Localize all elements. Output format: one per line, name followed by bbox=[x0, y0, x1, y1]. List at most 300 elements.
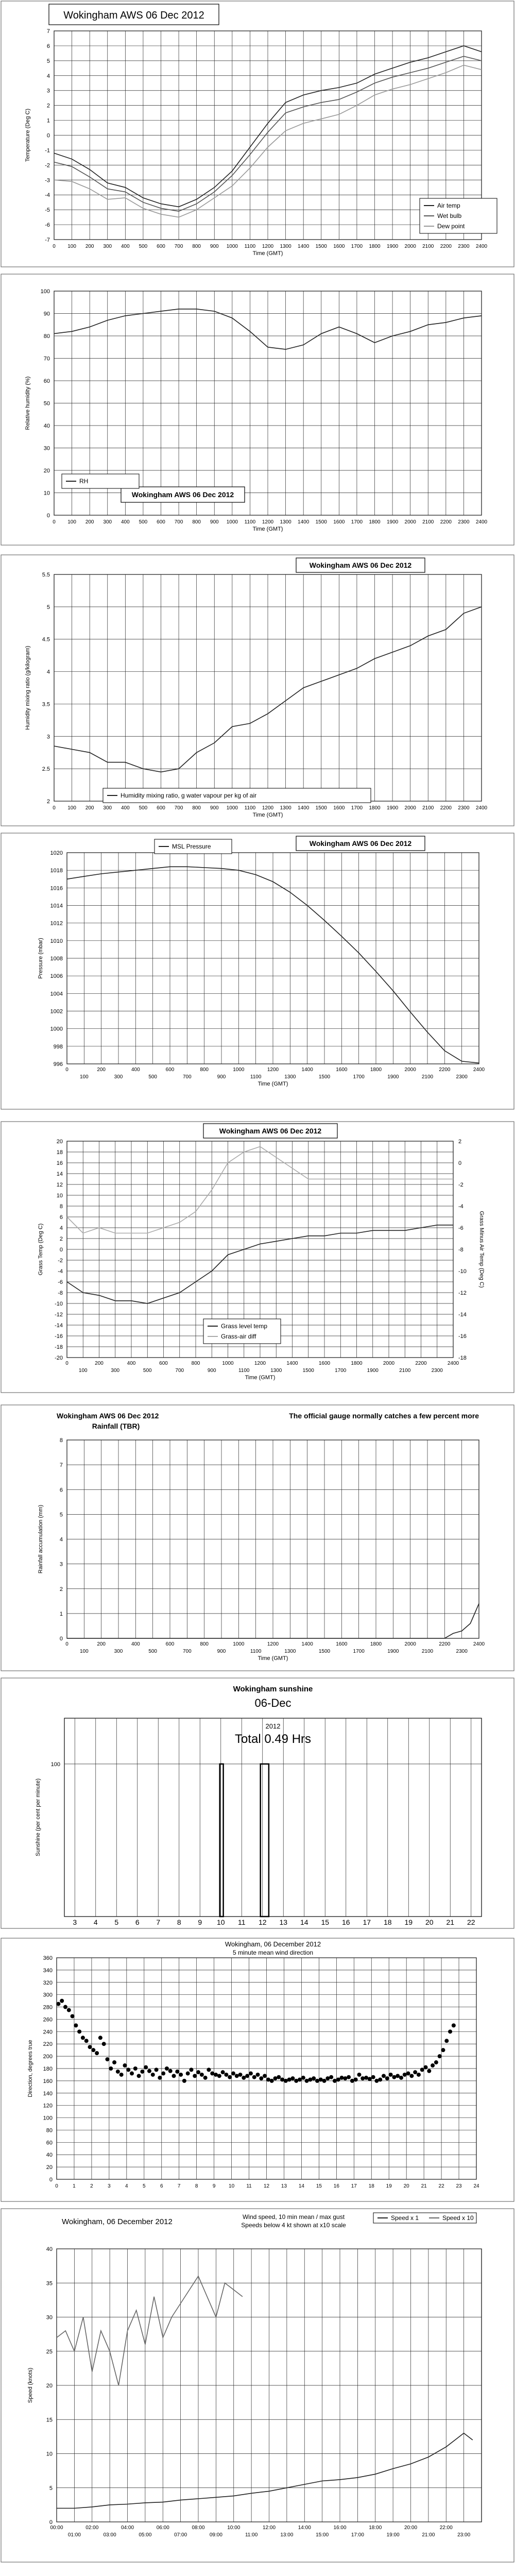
data-point bbox=[147, 2069, 151, 2073]
rainfall-chart bbox=[0, 1404, 515, 1672]
y-tick-label: 16 bbox=[56, 1160, 63, 1166]
x-tick-label: 11:00 bbox=[245, 2532, 258, 2538]
x-tick-label: 5 bbox=[143, 2183, 146, 2189]
data-point bbox=[137, 2074, 141, 2078]
y-tick-label: 0 bbox=[59, 1247, 63, 1253]
x-tick-label: 1 bbox=[73, 2183, 76, 2189]
x-tick-label: 16 bbox=[333, 2183, 339, 2189]
y-tick-label: 20 bbox=[46, 2383, 53, 2389]
y-axis-label: Pressure (mbar) bbox=[38, 938, 44, 979]
x-tick-label: 900 bbox=[217, 1649, 226, 1654]
y-tick-label: -12 bbox=[55, 1312, 63, 1318]
x-tick-label: 500 bbox=[139, 805, 148, 811]
x-tick-label: 1300 bbox=[284, 1649, 296, 1654]
x-tick-label: 2300 bbox=[458, 805, 470, 811]
data-point bbox=[294, 2079, 298, 2083]
x-tick-label: 1300 bbox=[280, 805, 291, 811]
data-point bbox=[235, 2074, 239, 2078]
x-axis-label: Time (GMT) bbox=[258, 1655, 288, 1662]
data-point bbox=[91, 2048, 95, 2052]
data-point bbox=[102, 2042, 106, 2046]
y-tick-label: 30 bbox=[43, 445, 50, 452]
x-tick-label: 900 bbox=[207, 1368, 216, 1374]
x-tick-label: 1600 bbox=[333, 519, 345, 525]
x-tick-label: 600 bbox=[157, 244, 165, 249]
x-tick-label: 13:00 bbox=[280, 2532, 294, 2538]
data-point bbox=[172, 2074, 176, 2078]
x-tick-label: 18 bbox=[368, 2183, 374, 2189]
y-tick-label: 0 bbox=[46, 132, 50, 139]
y-tick-label: 1 bbox=[46, 117, 50, 124]
data-point bbox=[357, 2073, 361, 2077]
x-tick-label: 2400 bbox=[473, 1641, 485, 1647]
x-tick-label: 2000 bbox=[404, 244, 416, 249]
y-tick-label: 4.5 bbox=[42, 636, 50, 643]
data-point bbox=[88, 2045, 92, 2049]
x-tick-label: 900 bbox=[217, 1074, 226, 1080]
y-tick-label: 1 bbox=[59, 1611, 63, 1617]
x-tick-label: 04:00 bbox=[121, 2525, 134, 2531]
x-tick-label: 1300 bbox=[270, 1368, 282, 1374]
x-tick-label: 10 bbox=[229, 2183, 235, 2189]
x-tick-label: 800 bbox=[192, 519, 201, 525]
chart-title: Wokingham, 06 December 2012 bbox=[225, 1940, 321, 1948]
y-right-tick-label: -4 bbox=[458, 1204, 464, 1210]
y-tick-label: 3.5 bbox=[42, 701, 50, 708]
y-tick-label: 6 bbox=[59, 1487, 63, 1494]
x-axis-label: Time (GMT) bbox=[252, 250, 283, 257]
x-tick-label: 0 bbox=[65, 1361, 68, 1366]
x-tick-label: 24 bbox=[473, 2183, 479, 2189]
data-point bbox=[333, 2079, 337, 2083]
x-tick-label: 1900 bbox=[367, 1368, 379, 1374]
x-tick-label: 400 bbox=[131, 1641, 140, 1647]
x-tick-label: 2300 bbox=[458, 244, 470, 249]
y-tick-label: 4 bbox=[59, 1225, 63, 1231]
data-point bbox=[228, 2075, 232, 2079]
x-tick-label: 600 bbox=[157, 805, 165, 811]
data-point bbox=[242, 2076, 246, 2080]
x-tick-label: 100 bbox=[67, 519, 76, 525]
x-tick-label: 700 bbox=[174, 805, 183, 811]
data-point bbox=[116, 2070, 120, 2074]
y-tick-label: 100 bbox=[43, 2115, 53, 2122]
y-tick-label: 1000 bbox=[50, 1026, 63, 1032]
data-point bbox=[84, 2039, 89, 2043]
y-axis-label: Humidity mixing ratio (g/kilogram) bbox=[25, 646, 31, 730]
x-tick-label: 800 bbox=[191, 1361, 200, 1366]
y-tick-label: -4 bbox=[45, 192, 50, 199]
y-tick-label: -2 bbox=[45, 162, 50, 169]
x-tick-label: 1800 bbox=[370, 1641, 382, 1647]
data-point bbox=[67, 2008, 71, 2012]
x-tick-label: 200 bbox=[95, 1361, 104, 1366]
x-tick-label: 4 bbox=[125, 2183, 128, 2189]
y-right-tick-label: -18 bbox=[458, 1355, 467, 1361]
y-tick-label: 360 bbox=[43, 1955, 53, 1961]
y-tick-label: 0 bbox=[49, 2519, 53, 2526]
x-tick-label: 1500 bbox=[302, 1368, 314, 1374]
y-tick-label: 90 bbox=[43, 311, 50, 317]
x-tick-label: 1800 bbox=[351, 1361, 363, 1366]
x-tick-label: 7 bbox=[177, 2183, 181, 2189]
legend-label: Speed x 10 bbox=[442, 2214, 474, 2222]
y-tick-label: -8 bbox=[58, 1290, 63, 1296]
y-axis-label: Rainfall accumulation (mm) bbox=[38, 1504, 44, 1574]
x-tick-label: 300 bbox=[103, 519, 112, 525]
x-tick-label: 1600 bbox=[333, 244, 345, 249]
legend-label: Speed x 1 bbox=[391, 2214, 419, 2222]
x-tick-label: 07:00 bbox=[174, 2532, 187, 2538]
x-tick-label: 0 bbox=[55, 2183, 58, 2189]
data-point bbox=[312, 2076, 316, 2080]
x-tick-label: 300 bbox=[114, 1649, 123, 1654]
data-point bbox=[290, 2076, 295, 2080]
y-tick-label: 1016 bbox=[50, 885, 63, 892]
data-point bbox=[427, 2069, 431, 2073]
y-tick-label: 2 bbox=[59, 1586, 63, 1592]
y-tick-label: 5.5 bbox=[42, 572, 50, 578]
y-tick-label: 4 bbox=[59, 1536, 63, 1543]
x-tick-label: 1000 bbox=[233, 1641, 245, 1647]
y-axis-label: Relative humidity (%) bbox=[25, 376, 31, 430]
y-right-tick-label: -6 bbox=[458, 1225, 464, 1231]
data-point bbox=[301, 2076, 305, 2080]
y-axis-label: Sunshine (per cent per minute) bbox=[35, 1778, 41, 1857]
y-tick-label: 1006 bbox=[50, 973, 63, 980]
x-tick-label: 2400 bbox=[447, 1361, 459, 1366]
x-tick-label: 5 bbox=[114, 1918, 119, 1926]
data-point bbox=[277, 2075, 281, 2079]
data-point bbox=[452, 2023, 456, 2027]
data-point bbox=[343, 2076, 347, 2080]
x-tick-label: 23 bbox=[456, 2183, 462, 2189]
x-tick-label: 15 bbox=[321, 1918, 330, 1926]
y-tick-label: -16 bbox=[55, 1333, 63, 1340]
data-point bbox=[186, 2072, 190, 2076]
x-tick-label: 500 bbox=[148, 1074, 158, 1080]
y-tick-label: 0 bbox=[49, 2177, 53, 2183]
y-tick-label: 280 bbox=[43, 2004, 53, 2011]
x-tick-label: 2400 bbox=[473, 1067, 485, 1073]
x-tick-label: 1600 bbox=[336, 1067, 348, 1073]
x-tick-label: 1000 bbox=[226, 805, 238, 811]
x-tick-label: 16 bbox=[341, 1918, 350, 1926]
wind-direction-chart bbox=[0, 1937, 515, 2202]
x-tick-label: 800 bbox=[200, 1641, 209, 1647]
data-point bbox=[252, 2075, 256, 2079]
x-tick-label: 06:00 bbox=[156, 2525, 169, 2531]
x-tick-label: 19:00 bbox=[386, 2532, 400, 2538]
x-tick-label: 100 bbox=[67, 244, 76, 249]
y-tick-label: -3 bbox=[45, 177, 50, 184]
x-tick-label: 1100 bbox=[244, 519, 256, 525]
y-tick-label: 1010 bbox=[50, 938, 63, 944]
x-tick-label: 1700 bbox=[353, 1074, 365, 1080]
data-point bbox=[389, 2073, 393, 2077]
y-tick-label: 5 bbox=[59, 1512, 63, 1518]
data-point bbox=[396, 2074, 400, 2078]
x-tick-label: 2000 bbox=[404, 805, 416, 811]
x-tick-label: 11 bbox=[246, 2183, 252, 2189]
y-axis-label: Speed (knots) bbox=[27, 2367, 33, 2403]
data-point bbox=[144, 2065, 148, 2070]
data-point bbox=[413, 2070, 417, 2074]
y-axis-label: Grass Temp (Deg C) bbox=[38, 1223, 44, 1276]
x-tick-label: 1600 bbox=[318, 1361, 331, 1366]
x-tick-label: 17 bbox=[363, 1918, 371, 1926]
data-point bbox=[224, 2073, 228, 2077]
year-label: 2012 bbox=[265, 1722, 281, 1730]
data-point bbox=[417, 2073, 421, 2077]
x-tick-label: 1500 bbox=[318, 1074, 331, 1080]
x-tick-label: 3 bbox=[73, 1918, 77, 1926]
y-tick-label: 2 bbox=[46, 799, 50, 805]
y-tick-label: -5 bbox=[45, 207, 50, 214]
chart-title: Wokingham AWS 06 Dec 2012 bbox=[131, 490, 234, 499]
x-tick-label: 09:00 bbox=[209, 2532, 222, 2538]
x-tick-label: 2400 bbox=[475, 519, 488, 525]
y-tick-label: 1004 bbox=[50, 991, 63, 997]
x-tick-label: 10:00 bbox=[227, 2525, 241, 2531]
x-tick-label: 2200 bbox=[439, 1641, 451, 1647]
y-tick-label: 7 bbox=[46, 28, 50, 35]
x-tick-label: 6 bbox=[160, 2183, 163, 2189]
x-tick-label: 2100 bbox=[421, 1649, 434, 1654]
data-point bbox=[354, 2078, 358, 2082]
y-tick-label: 4 bbox=[46, 669, 50, 675]
y-tick-label: 20 bbox=[46, 2164, 53, 2171]
x-tick-label: 900 bbox=[210, 805, 219, 811]
y-tick-label: 100 bbox=[40, 289, 50, 295]
y-tick-label: 8 bbox=[59, 1204, 63, 1210]
data-point bbox=[420, 2067, 424, 2072]
x-tick-label: 15:00 bbox=[316, 2532, 329, 2538]
data-point bbox=[179, 2073, 183, 2077]
x-tick-label: 0 bbox=[65, 1641, 68, 1647]
x-tick-label: 400 bbox=[121, 805, 130, 811]
data-point bbox=[81, 2036, 85, 2040]
x-tick-label: 22:00 bbox=[439, 2525, 453, 2531]
x-tick-label: 13 bbox=[281, 2183, 287, 2189]
x-tick-label: 21 bbox=[421, 2183, 427, 2189]
data-point bbox=[368, 2077, 372, 2081]
x-tick-label: 16:00 bbox=[333, 2525, 347, 2531]
data-point bbox=[270, 2079, 274, 2083]
data-point bbox=[284, 2079, 288, 2083]
x-tick-label: 2100 bbox=[422, 519, 434, 525]
data-point bbox=[364, 2076, 368, 2080]
data-point bbox=[158, 2076, 162, 2080]
x-tick-label: 01:00 bbox=[67, 2532, 81, 2538]
data-point bbox=[130, 2072, 134, 2076]
data-point bbox=[444, 2039, 449, 2043]
x-tick-label: 18 bbox=[383, 1918, 392, 1926]
chart-title: Wokingham AWS 06 Dec 2012 bbox=[309, 561, 412, 569]
x-tick-label: 1100 bbox=[250, 1074, 262, 1080]
x-tick-label: 1100 bbox=[244, 805, 256, 811]
x-tick-label: 600 bbox=[157, 519, 165, 525]
y-tick-label: 10 bbox=[56, 1193, 63, 1199]
data-point bbox=[360, 2076, 365, 2080]
data-point bbox=[119, 2073, 124, 2077]
x-tick-label: 3 bbox=[108, 2183, 111, 2189]
data-point bbox=[56, 2002, 60, 2006]
x-tick-label: 9 bbox=[212, 2183, 216, 2189]
y-right-tick-label: 0 bbox=[458, 1160, 462, 1166]
data-point bbox=[71, 2014, 75, 2018]
data-point bbox=[448, 2029, 452, 2033]
data-point bbox=[431, 2063, 435, 2067]
x-tick-label: 20:00 bbox=[404, 2525, 418, 2531]
x-tick-label: 0 bbox=[53, 805, 56, 811]
data-point bbox=[266, 2078, 270, 2082]
data-point bbox=[133, 2066, 138, 2071]
y-right-tick-label: 2 bbox=[458, 1139, 462, 1145]
x-tick-label: 1200 bbox=[254, 1361, 266, 1366]
y-tick-label: 100 bbox=[50, 1761, 60, 1768]
x-tick-label: 15 bbox=[316, 2183, 322, 2189]
x-tick-label: 1000 bbox=[226, 519, 238, 525]
x-tick-label: 2100 bbox=[422, 805, 434, 811]
y-tick-label: -6 bbox=[45, 222, 50, 229]
x-tick-label: 2100 bbox=[399, 1368, 411, 1374]
x-tick-label: 2400 bbox=[475, 805, 488, 811]
y-axis-label: Temperature (Deg C) bbox=[25, 108, 31, 162]
y-tick-label: 300 bbox=[43, 1992, 53, 1998]
y-right-tick-label: -2 bbox=[458, 1182, 464, 1188]
x-tick-label: 1700 bbox=[351, 805, 363, 811]
y-tick-label: 35 bbox=[46, 2280, 53, 2287]
x-tick-label: 1700 bbox=[335, 1368, 347, 1374]
chart-note: The official gauge normally catches a few percent more bbox=[289, 1412, 479, 1420]
y-tick-label: 1020 bbox=[50, 850, 63, 856]
y-tick-label: 6 bbox=[59, 1214, 63, 1221]
y-tick-label: 200 bbox=[43, 2054, 53, 2060]
y-tick-label: 10 bbox=[43, 490, 50, 497]
x-tick-label: 1300 bbox=[280, 244, 291, 249]
x-tick-label: 12:00 bbox=[262, 2525, 276, 2531]
y-tick-label: 3 bbox=[46, 734, 50, 740]
chart-title: Wokingham AWS 06 Dec 2012 bbox=[219, 1127, 322, 1135]
data-point bbox=[406, 2072, 410, 2076]
temperature-chart bbox=[0, 0, 515, 268]
x-tick-label: 1100 bbox=[238, 1368, 250, 1374]
x-axis-label: Time (GMT) bbox=[252, 812, 283, 818]
data-point bbox=[382, 2074, 386, 2078]
y-tick-label: 10 bbox=[46, 2451, 53, 2458]
x-tick-label: 2200 bbox=[440, 519, 452, 525]
pressure-chart bbox=[0, 832, 515, 1110]
data-point bbox=[168, 2069, 173, 2073]
y-tick-label: 996 bbox=[53, 1061, 63, 1067]
y-right-tick-label: -14 bbox=[458, 1312, 467, 1318]
y-tick-label: 1008 bbox=[50, 956, 63, 962]
y-tick-label: -10 bbox=[55, 1301, 63, 1307]
y-tick-label: 2 bbox=[59, 1236, 63, 1242]
x-tick-label: 1700 bbox=[353, 1649, 365, 1654]
data-point bbox=[63, 2005, 67, 2009]
x-tick-label: 500 bbox=[139, 244, 148, 249]
data-point bbox=[350, 2079, 354, 2083]
x-tick-label: 00:00 bbox=[50, 2525, 63, 2531]
x-tick-label: 7 bbox=[156, 1918, 161, 1926]
x-tick-label: 700 bbox=[182, 1074, 192, 1080]
y-tick-label: -18 bbox=[55, 1344, 63, 1350]
data-point bbox=[123, 2063, 127, 2067]
x-tick-label: 20 bbox=[403, 2183, 409, 2189]
x-tick-label: 1700 bbox=[351, 244, 363, 249]
data-point bbox=[374, 2079, 379, 2083]
data-point bbox=[434, 2060, 438, 2064]
data-point bbox=[305, 2079, 309, 2083]
x-tick-label: 1200 bbox=[267, 1641, 279, 1647]
data-point bbox=[182, 2079, 186, 2083]
x-tick-label: 1800 bbox=[370, 1067, 382, 1073]
x-tick-label: 800 bbox=[200, 1067, 209, 1073]
x-tick-label: 2000 bbox=[404, 519, 416, 525]
data-point bbox=[392, 2075, 396, 2079]
y-tick-label: -2 bbox=[58, 1258, 63, 1264]
data-point bbox=[399, 2076, 403, 2080]
x-tick-label: 200 bbox=[85, 519, 94, 525]
x-tick-label: 2300 bbox=[456, 1074, 468, 1080]
x-tick-label: 400 bbox=[121, 519, 130, 525]
x-tick-label: 23:00 bbox=[457, 2532, 471, 2538]
x-tick-label: 2300 bbox=[456, 1649, 468, 1654]
x-tick-label: 12 bbox=[263, 2183, 270, 2189]
y-tick-label: 7 bbox=[59, 1462, 63, 1469]
legend-label: Grass-air diff bbox=[221, 1333, 256, 1340]
plot-area bbox=[64, 1718, 482, 1917]
x-axis-label: Time (GMT) bbox=[252, 526, 283, 532]
x-tick-label: 1400 bbox=[298, 805, 310, 811]
relative-humidity-chart bbox=[0, 273, 515, 546]
x-tick-label: 19 bbox=[386, 2183, 392, 2189]
data-point bbox=[109, 2066, 113, 2071]
y-tick-label: 18 bbox=[56, 1149, 63, 1156]
data-point bbox=[207, 2067, 211, 2072]
data-point bbox=[221, 2070, 225, 2074]
y-tick-label: 6 bbox=[46, 43, 50, 49]
x-tick-label: 05:00 bbox=[139, 2532, 152, 2538]
x-tick-label: 1900 bbox=[386, 805, 399, 811]
y-right-tick-label: -10 bbox=[458, 1268, 467, 1275]
chart-title: Wokingham AWS 06 Dec 2012 bbox=[309, 839, 412, 848]
x-tick-label: 1700 bbox=[351, 519, 363, 525]
y-tick-label: -4 bbox=[58, 1268, 63, 1275]
data-point bbox=[60, 1999, 64, 2003]
x-tick-label: 17 bbox=[351, 2183, 357, 2189]
x-tick-label: 12 bbox=[258, 1918, 267, 1926]
x-tick-label: 1400 bbox=[301, 1641, 313, 1647]
y-tick-label: 1018 bbox=[50, 868, 63, 874]
x-tick-label: 200 bbox=[85, 805, 94, 811]
data-point bbox=[193, 2074, 197, 2078]
x-tick-label: 10 bbox=[216, 1918, 225, 1926]
x-tick-label: 1200 bbox=[267, 1067, 279, 1073]
x-tick-label: 300 bbox=[103, 805, 112, 811]
data-point bbox=[371, 2075, 375, 2079]
chart-subtitle: Wind speed, 10 min mean / max gust bbox=[242, 2213, 345, 2221]
x-tick-label: 4 bbox=[93, 1918, 98, 1926]
x-tick-label: 9 bbox=[198, 1918, 202, 1926]
chart-subtitle: Rainfall (TBR) bbox=[92, 1422, 140, 1430]
x-tick-label: 1800 bbox=[369, 519, 381, 525]
y-tick-label: 40 bbox=[46, 2246, 53, 2252]
sunshine-chart bbox=[0, 1677, 515, 1929]
grass-temperature-chart bbox=[0, 1121, 515, 1394]
